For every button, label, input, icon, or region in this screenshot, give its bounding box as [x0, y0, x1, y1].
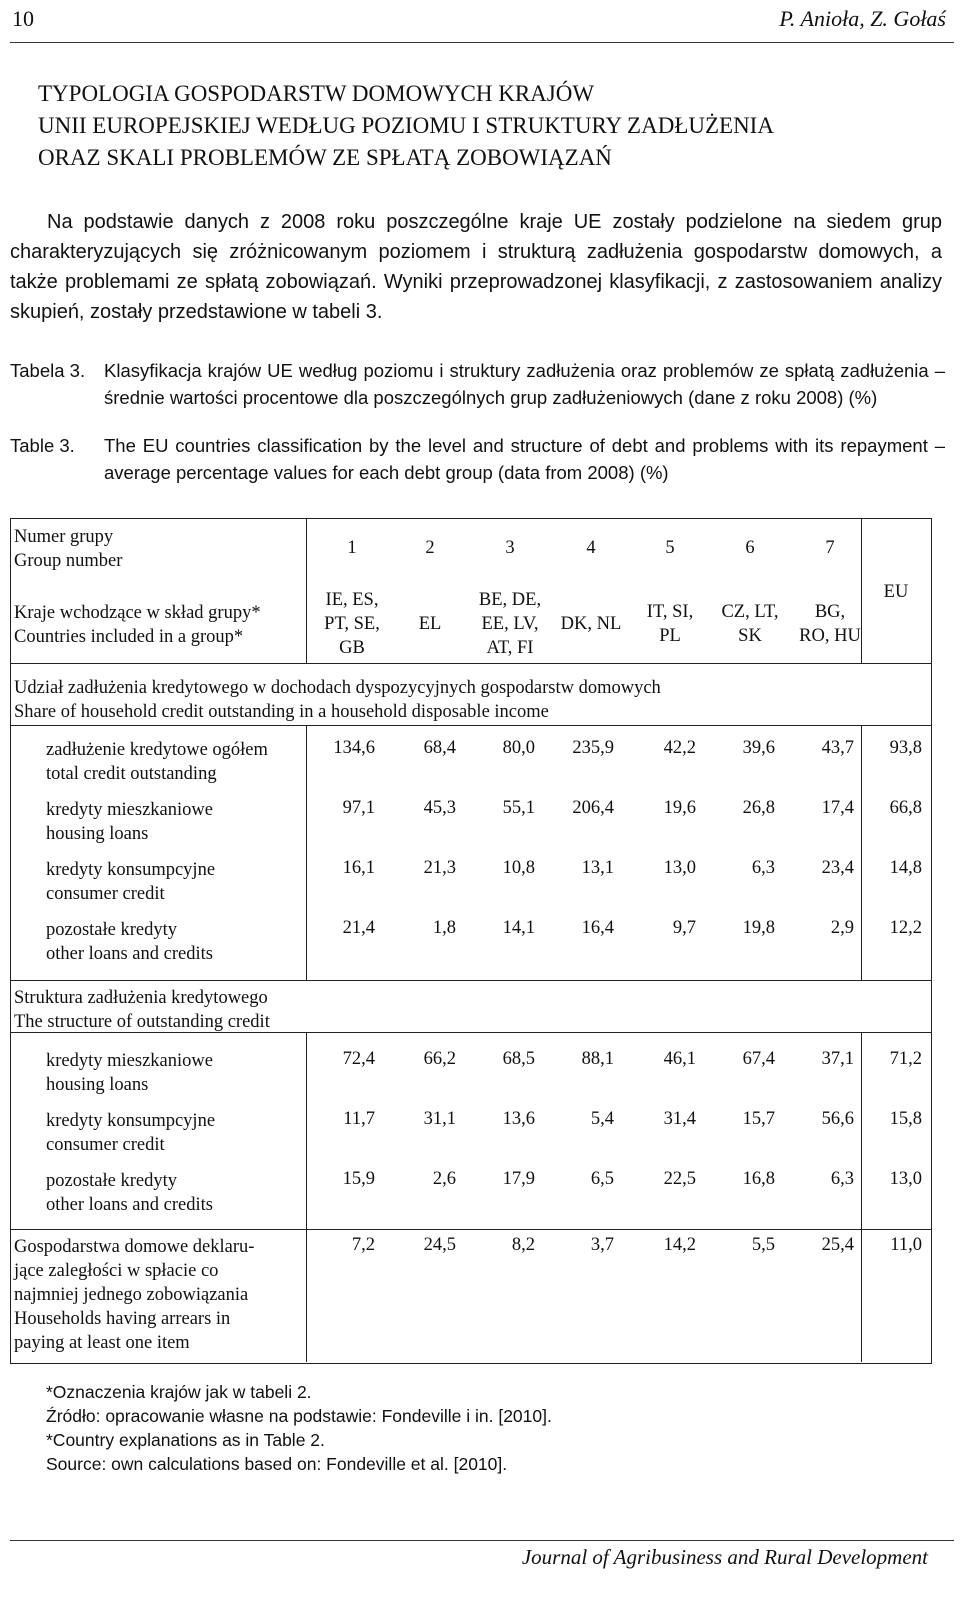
value-cell: 71,2 [889, 1049, 922, 1069]
label-en: Group number [14, 551, 123, 571]
row-label [46, 798, 213, 846]
table-rule [10, 663, 932, 664]
label-pl: Kraje wchodzące w skład grupy* [14, 603, 261, 623]
value-cell: 11,7 [343, 1109, 375, 1129]
country-line: EL [418, 614, 442, 634]
label-line: Gospodarstwa domowe deklaru- [14, 1237, 255, 1257]
table-notes [46, 1380, 552, 1476]
value-cell: 13,0 [889, 1169, 922, 1189]
title-line: UNII EUROPEJSKIEJ WEDŁUG POZIOMU I STRUKTURY ZADŁUŻENIA [38, 113, 774, 138]
country-line: BG, [814, 602, 846, 622]
table-rule [306, 518, 307, 663]
group-number: 2 [425, 538, 435, 558]
table-rule [10, 980, 932, 981]
group-number: 7 [825, 538, 835, 558]
value-cell: 55,1 [502, 798, 535, 818]
value-cell: 206,4 [572, 798, 614, 818]
value-cell: 42,2 [663, 738, 696, 758]
country-line: IE, ES, [325, 590, 379, 610]
value-cell: 7,2 [351, 1235, 375, 1255]
section-title [38, 78, 938, 174]
country-line: SK [738, 626, 762, 646]
country-line: EE, LV, [481, 614, 539, 634]
value-cell: 8,2 [511, 1235, 535, 1255]
group-countries [470, 588, 550, 660]
label-en: total credit outstanding [46, 764, 217, 784]
value-cell: 88,1 [581, 1049, 614, 1069]
value-cell: 45,3 [423, 798, 456, 818]
value-cell: 21,4 [342, 918, 375, 938]
value-cell: 15,8 [889, 1109, 922, 1129]
note-line: *Country explanations as in Table 2. [46, 1430, 325, 1450]
value-cell: 66,2 [423, 1049, 456, 1069]
label-pl: Numer grupy [14, 527, 114, 547]
value-cell: 68,5 [502, 1049, 535, 1069]
row-label [46, 1109, 215, 1157]
value-cell: 66,8 [889, 798, 922, 818]
value-cell: 5,4 [590, 1109, 614, 1129]
group-number: 6 [745, 538, 755, 558]
value-cell: 93,8 [889, 738, 922, 758]
caption-text: Klasyfikacja krajów UE według poziomu i struktury zadłużenia oraz problemów ze spłatą zadłużenia – średnie wartości procentowe dla poszczególnych grup zadłużeniowych (dane z roku 2008) (%) [104, 360, 945, 408]
label-pl: kredyty mieszkaniowe [46, 800, 213, 820]
group-number: 3 [505, 538, 515, 558]
value-cell: 14,2 [663, 1235, 696, 1255]
value-cell: 68,4 [423, 738, 456, 758]
label-line: Households having arrears in [14, 1309, 231, 1329]
value-cell: 235,9 [572, 738, 614, 758]
value-cell: 16,8 [742, 1169, 775, 1189]
row-label [46, 1169, 213, 1217]
value-cell: 12,2 [889, 918, 922, 938]
value-cell: 14,8 [889, 858, 922, 878]
value-cell: 6,3 [751, 858, 775, 878]
value-cell: 15,7 [742, 1109, 775, 1129]
row-label [46, 738, 268, 786]
label-en: consumer credit [46, 884, 165, 904]
label-pl: pozostałe kredyty [46, 920, 177, 940]
country-line: PL [659, 626, 681, 646]
caption-label: Tabela 3. [10, 360, 86, 381]
group-number-label [14, 525, 122, 573]
section-header-share [14, 676, 661, 724]
value-cell: 21,3 [423, 858, 456, 878]
label-en: housing loans [46, 824, 149, 844]
label-pl: kredyty konsumpcyjne [46, 860, 216, 880]
country-line: GB [339, 638, 365, 658]
value-cell: 22,5 [663, 1169, 696, 1189]
value-cell: 16,1 [342, 858, 375, 878]
row-label [46, 858, 215, 906]
group-countries [710, 600, 790, 648]
row-label [46, 1049, 213, 1097]
value-cell: 19,6 [663, 798, 696, 818]
table-rule [861, 1032, 862, 1362]
label-pl: zadłużenie kredytowe ogółem [46, 740, 268, 760]
value-cell: 23,4 [821, 858, 854, 878]
section-header-structure [14, 986, 270, 1034]
value-cell: 1,8 [432, 918, 456, 938]
value-cell: 2,6 [432, 1169, 456, 1189]
page-footer-rule [10, 1540, 954, 1541]
group-countries [630, 600, 710, 648]
label-en: Share of household credit outstanding in a household disposable income [14, 702, 549, 722]
value-cell: 17,4 [821, 798, 854, 818]
value-cell: 80,0 [502, 738, 535, 758]
label-en: consumer credit [46, 1135, 165, 1155]
note-line: *Oznaczenia krajów jak w tabeli 2. [46, 1382, 312, 1402]
value-cell: 31,1 [423, 1109, 456, 1129]
running-authors: P. Anioła, Z. Gołaś [779, 6, 946, 31]
value-cell: 11,0 [890, 1235, 922, 1255]
value-cell: 16,4 [581, 918, 614, 938]
value-cell: 67,4 [742, 1049, 775, 1069]
value-cell: 2,9 [830, 918, 854, 938]
value-cell: 10,8 [502, 858, 535, 878]
group-countries [390, 612, 470, 636]
value-cell: 6,5 [590, 1169, 614, 1189]
label-en: The structure of outstanding credit [14, 1012, 270, 1032]
page-header [10, 4, 954, 43]
label-pl: pozostałe kredyty [46, 1171, 177, 1191]
title-line: TYPOLOGIA GOSPODARSTW DOMOWYCH KRAJÓW [38, 81, 595, 106]
value-cell: 13,1 [581, 858, 614, 878]
value-cell: 5,5 [751, 1235, 775, 1255]
value-cell: 25,4 [821, 1235, 854, 1255]
caption-label: Table 3. [10, 435, 75, 456]
value-cell: 13,0 [663, 858, 696, 878]
group-countries [551, 612, 631, 636]
table-caption-en [10, 432, 945, 486]
country-line: AT, FI [486, 638, 534, 658]
page-number: 10 [12, 6, 34, 31]
eu-column-header: EU [883, 582, 909, 602]
table-rule [306, 725, 307, 980]
value-cell: 17,9 [502, 1169, 535, 1189]
value-cell: 72,4 [342, 1049, 375, 1069]
countries-label [14, 601, 261, 649]
value-cell: 26,8 [742, 798, 775, 818]
value-cell: 24,5 [423, 1235, 456, 1255]
value-cell: 97,1 [342, 798, 375, 818]
table-rule [861, 725, 862, 980]
label-line: najmniej jednego zobowiązania [14, 1285, 249, 1305]
group-number: 1 [347, 538, 357, 558]
value-cell: 9,7 [672, 918, 696, 938]
value-cell: 14,1 [502, 918, 535, 938]
label-en: housing loans [46, 1075, 149, 1095]
note-line: Źródło: opracowanie własne na podstawie: Fondeville i in. [2010]. [46, 1406, 552, 1426]
label-pl: kredyty konsumpcyjne [46, 1111, 216, 1131]
group-number: 5 [665, 538, 675, 558]
title-line: ORAZ SKALI PROBLEMÓW ZE SPŁATĄ ZOBOWIĄZAŃ [38, 145, 612, 170]
label-pl: Udział zadłużenia kredytowego w dochodach dyspozycyjnych gospodarstw domowych [14, 678, 661, 698]
value-cell: 37,1 [821, 1049, 854, 1069]
label-line: paying at least one item [14, 1333, 190, 1353]
classification-table [10, 518, 932, 1364]
table-rule [10, 725, 932, 726]
caption-text: The EU countries classification by the level and structure of debt and problems with its repayment – average percentage values for each debt group (data from 2008) (%) [104, 435, 945, 483]
value-cell: 6,3 [830, 1169, 854, 1189]
value-cell: 31,4 [663, 1109, 696, 1129]
table-caption-pl [10, 357, 945, 411]
country-line: CZ, LT, [721, 602, 779, 622]
value-cell: 13,6 [502, 1109, 535, 1129]
value-cell: 56,6 [821, 1109, 854, 1129]
label-line: jące zaległości w spłacie co [14, 1261, 219, 1281]
country-line: RO, HU [799, 626, 861, 646]
group-countries [790, 600, 870, 648]
value-cell: 19,8 [742, 918, 775, 938]
country-line: BE, DE, [478, 590, 542, 610]
group-number: 4 [586, 538, 596, 558]
table-rule [10, 1229, 932, 1230]
intro-paragraph: Na podstawie danych z 2008 roku poszczególne kraje UE zostały podzielone na siedem grup charakteryzujących się zróżnicowanym poziomem i strukturą zadłużenia gospodarstw domowych, a także problemami ze spłatą zobowiązań. Wyniki przeprowadzonej klasyfikacji, z zastosowaniem analizy skupień, zostały przedstawione w tabeli 3. [10, 211, 942, 323]
country-line: DK, NL [560, 614, 622, 634]
country-line: PT, SE, [324, 614, 380, 634]
table-rule [306, 1032, 307, 1362]
country-line: IT, SI, [646, 602, 694, 622]
arrears-label [14, 1235, 254, 1355]
value-cell: 3,7 [590, 1235, 614, 1255]
label-pl: kredyty mieszkaniowe [46, 1051, 213, 1071]
value-cell: 43,7 [821, 738, 854, 758]
journal-name: Journal of Agribusiness and Rural Development [521, 1545, 928, 1569]
note-line: Source: own calculations based on: Fondeville et al. [2010]. [46, 1454, 508, 1474]
value-cell: 134,6 [333, 738, 375, 758]
value-cell: 46,1 [663, 1049, 696, 1069]
label-pl: Struktura zadłużenia kredytowego [14, 988, 268, 1008]
value-cell: 39,6 [742, 738, 775, 758]
label-en: other loans and credits [46, 944, 213, 964]
row-label [46, 918, 213, 966]
value-cell: 15,9 [342, 1169, 375, 1189]
label-en: other loans and credits [46, 1195, 213, 1215]
group-countries [312, 588, 392, 660]
label-en: Countries included in a group* [14, 627, 244, 647]
